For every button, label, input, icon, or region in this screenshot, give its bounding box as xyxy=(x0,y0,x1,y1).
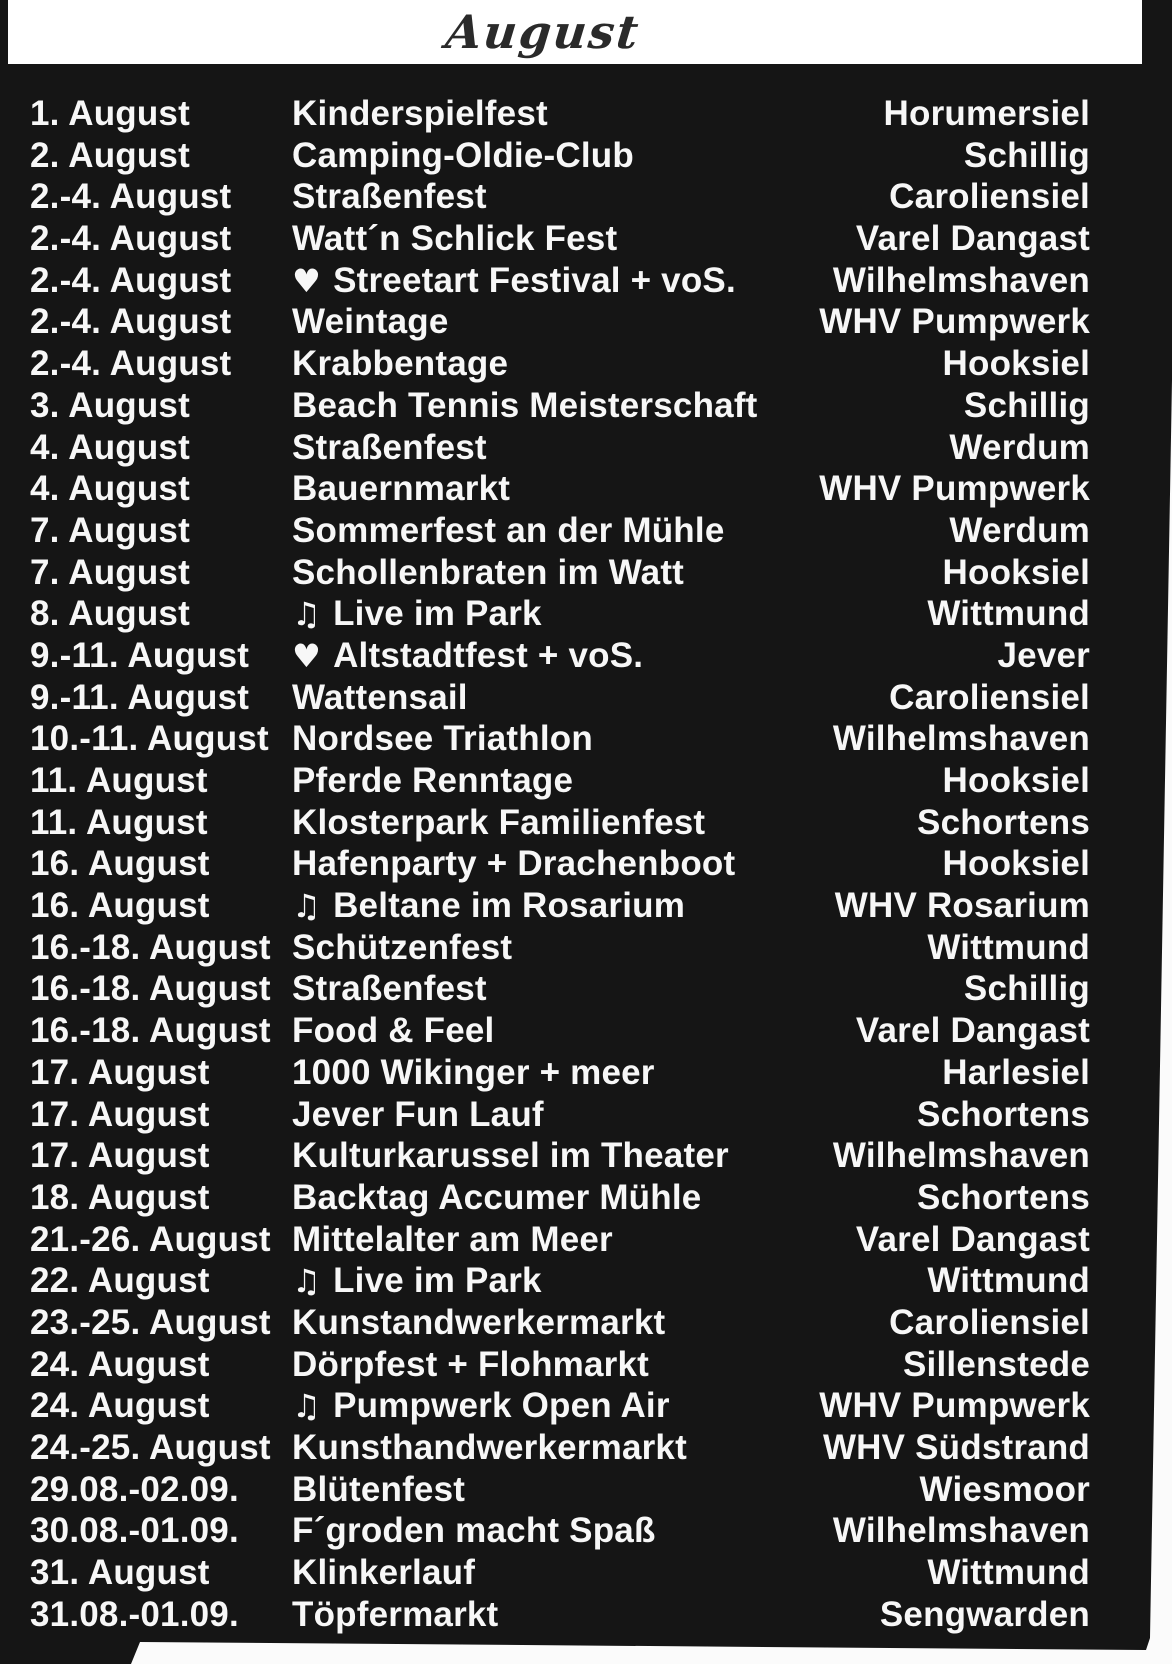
event-location: Wilhelmshaven xyxy=(832,1136,1090,1176)
event-date: 1. August xyxy=(30,94,190,133)
heart-icon: ♥ xyxy=(292,636,322,675)
event-name: Altstadtfest + voS. xyxy=(333,635,644,675)
event-name-cell xyxy=(292,260,821,303)
event-name: Sommerfest an der Mühle xyxy=(292,510,725,550)
event-name: Mittelalter am Meer xyxy=(292,1219,613,1259)
event-name-cell xyxy=(292,1344,891,1386)
event-row xyxy=(30,218,1090,260)
event-date: 18. August xyxy=(30,1177,210,1217)
event-location: WHV Pumpwerk xyxy=(819,469,1090,509)
event-location: WHV Rosarium xyxy=(834,886,1090,926)
event-date: 10.-11. August xyxy=(30,719,269,759)
event-row xyxy=(30,1302,1090,1344)
event-row xyxy=(30,1427,1090,1469)
event-location: Wittmund xyxy=(927,1553,1090,1593)
event-name: Krabbentage xyxy=(292,344,509,384)
event-row xyxy=(30,1552,1090,1594)
event-location: Werdum xyxy=(949,427,1090,467)
event-date: 17. August xyxy=(30,1136,210,1176)
event-name: Klinkerlauf xyxy=(292,1553,476,1593)
event-date: 2.-4. August xyxy=(30,177,232,217)
event-name: Dörpfest + Flohmarkt xyxy=(292,1344,649,1384)
heart-icon: ♥ xyxy=(292,261,322,300)
event-name-cell xyxy=(292,301,807,343)
event-location: Hooksiel xyxy=(942,844,1090,884)
event-location: Caroliensiel xyxy=(889,1302,1090,1342)
event-name: Kinderspielfest xyxy=(292,94,548,133)
event-name-cell xyxy=(292,802,905,844)
event-name-cell xyxy=(292,510,937,552)
event-date: 9.-11. August xyxy=(30,677,250,717)
event-date: 7. August xyxy=(30,552,190,592)
event-date: 2.-4. August xyxy=(30,219,232,259)
event-name: Bauernmarkt xyxy=(292,469,511,509)
event-name-cell xyxy=(292,968,952,1010)
event-row xyxy=(30,93,1090,135)
event-name: Kunsthandwerkermarkt xyxy=(292,1428,687,1467)
event-name-cell xyxy=(292,1385,807,1428)
event-row xyxy=(30,718,1090,760)
event-location: Sillenstede xyxy=(903,1344,1090,1384)
event-date: 16.-18. August xyxy=(30,927,271,967)
event-name: Streetart Festival + voS. xyxy=(333,260,736,300)
event-date: 4. August xyxy=(30,469,190,509)
event-date: 17. August xyxy=(30,1094,210,1134)
event-location: Schillig xyxy=(963,969,1090,1009)
event-row xyxy=(30,135,1090,177)
event-name-cell xyxy=(292,718,821,760)
event-row xyxy=(30,1052,1090,1094)
event-date: 29.08.-02.09. xyxy=(30,1469,239,1509)
event-name: Straßenfest xyxy=(292,969,487,1009)
event-name: Straßenfest xyxy=(292,427,487,467)
event-name: Wattensail xyxy=(292,677,468,717)
event-name: Straßenfest xyxy=(292,177,487,217)
event-location: Wilhelmshaven xyxy=(832,719,1090,759)
event-name: Schützenfest xyxy=(292,927,513,967)
event-name: Blütenfest xyxy=(292,1469,466,1509)
event-date: 31.08.-01.09. xyxy=(30,1594,239,1634)
event-date: 22. August xyxy=(30,1261,210,1301)
event-name: Beltane im Rosarium xyxy=(333,886,686,926)
event-row xyxy=(30,927,1090,969)
event-row xyxy=(30,635,1090,677)
event-name: Watt´n Schlick Fest xyxy=(292,219,618,259)
event-location: Jever xyxy=(997,635,1090,675)
event-date: 30.08.-01.09. xyxy=(30,1511,239,1551)
event-name-cell xyxy=(292,593,915,636)
event-date: 24. August xyxy=(30,1386,210,1426)
event-row xyxy=(30,1469,1090,1511)
event-date: 8. August xyxy=(30,594,190,634)
event-location: Wittmund xyxy=(927,1261,1090,1301)
event-name-cell xyxy=(292,1260,915,1303)
event-date: 16. August xyxy=(30,886,210,926)
event-location: Schortens xyxy=(917,1177,1090,1217)
event-name-cell xyxy=(292,343,931,385)
event-location: Caroliensiel xyxy=(889,177,1090,217)
event-row xyxy=(30,427,1090,469)
event-location: Hooksiel xyxy=(942,761,1090,800)
event-name-cell xyxy=(292,385,952,427)
event-row xyxy=(30,510,1090,552)
event-name-cell xyxy=(292,1302,877,1344)
event-date: 11. August xyxy=(30,761,208,800)
event-location: Schortens xyxy=(917,1094,1090,1134)
event-name: Live im Park xyxy=(333,594,542,634)
event-location: Schillig xyxy=(963,385,1090,425)
month-header xyxy=(8,0,1142,64)
event-date: 24.-25. August xyxy=(30,1428,271,1467)
event-date: 23.-25. August xyxy=(30,1302,271,1342)
event-location: WHV Pumpwerk xyxy=(819,1386,1090,1426)
event-name: Pumpwerk Open Air xyxy=(333,1386,670,1426)
event-list xyxy=(30,93,1090,1635)
event-name: Töpfermarkt xyxy=(292,1594,499,1634)
event-name: Camping-Oldie-Club xyxy=(292,135,634,175)
event-name: Live im Park xyxy=(333,1261,542,1301)
event-name: Beach Tennis Meisterschaft xyxy=(292,385,758,425)
event-date: 3. August xyxy=(30,385,190,425)
event-location: Wilhelmshaven xyxy=(832,1511,1090,1551)
event-date: 7. August xyxy=(30,510,190,550)
event-date: 4. August xyxy=(30,427,190,467)
event-row xyxy=(30,802,1090,844)
event-row xyxy=(30,468,1090,510)
event-name-cell xyxy=(292,1052,930,1094)
event-location: WHV Südstrand xyxy=(822,1428,1090,1467)
event-row xyxy=(30,1135,1090,1177)
event-name: Backtag Accumer Mühle xyxy=(292,1177,702,1217)
event-row xyxy=(30,1344,1090,1386)
event-location: Wilhelmshaven xyxy=(832,260,1090,300)
event-row xyxy=(30,1010,1090,1052)
event-row xyxy=(30,1385,1090,1427)
event-name-cell xyxy=(292,1010,844,1052)
event-location: Varel Dangast xyxy=(855,1011,1090,1051)
event-name: Food & Feel xyxy=(292,1011,495,1051)
event-name: Jever Fun Lauf xyxy=(292,1094,544,1134)
event-row xyxy=(30,1510,1090,1552)
event-name-cell xyxy=(292,760,931,802)
event-location: Wiesmoor xyxy=(919,1469,1090,1509)
event-name: F´groden macht Spaß xyxy=(292,1511,656,1551)
event-location: Werdum xyxy=(949,510,1090,550)
event-name-cell xyxy=(292,1510,821,1552)
event-row xyxy=(30,885,1090,927)
event-row xyxy=(30,968,1090,1010)
event-name: 1000 Wikinger + meer xyxy=(292,1052,655,1092)
event-row xyxy=(30,843,1090,885)
event-name-cell xyxy=(292,1135,821,1177)
event-name: Kulturkarussel im Theater xyxy=(292,1136,729,1176)
event-location: WHV Pumpwerk xyxy=(819,302,1090,342)
event-name-cell xyxy=(292,176,877,218)
event-row xyxy=(30,1177,1090,1219)
event-name-cell xyxy=(292,468,807,510)
event-location: Hooksiel xyxy=(942,552,1090,592)
event-location: Schillig xyxy=(963,135,1090,175)
music-note-icon: ♫ xyxy=(292,1387,322,1426)
event-name: Pferde Renntage xyxy=(292,761,574,800)
event-name-cell xyxy=(292,93,872,135)
event-location: Horumersiel xyxy=(883,94,1090,133)
event-name-cell xyxy=(292,1552,915,1594)
event-row xyxy=(30,1594,1090,1636)
event-name-cell xyxy=(292,552,931,594)
event-name-cell xyxy=(292,427,937,469)
event-date: 31. August xyxy=(30,1553,210,1593)
event-date: 16.-18. August xyxy=(30,969,271,1009)
event-date: 17. August xyxy=(30,1052,210,1092)
event-name-cell xyxy=(292,635,986,678)
event-name: Nordsee Triathlon xyxy=(292,719,593,759)
event-date: 9.-11. August xyxy=(30,635,250,675)
music-note-icon: ♫ xyxy=(292,1262,322,1301)
event-row xyxy=(30,1260,1090,1302)
month-title: August xyxy=(443,5,643,59)
event-row xyxy=(30,1219,1090,1261)
event-name-cell xyxy=(292,1469,908,1511)
event-name-cell xyxy=(292,677,877,719)
event-name-cell xyxy=(292,218,844,260)
event-location: Hooksiel xyxy=(942,344,1090,384)
event-name: Schollenbraten im Watt xyxy=(292,552,685,592)
event-location: Harlesiel xyxy=(942,1052,1090,1092)
event-date: 2. August xyxy=(30,135,190,175)
event-location: Varel Dangast xyxy=(855,219,1090,259)
music-note-icon: ♫ xyxy=(292,595,322,634)
event-date: 24. August xyxy=(30,1344,210,1384)
event-location: Varel Dangast xyxy=(855,1219,1090,1259)
event-name: Kunstandwerkermarkt xyxy=(292,1302,666,1342)
event-location: Wittmund xyxy=(927,594,1090,634)
event-date: 16. August xyxy=(30,844,210,884)
event-date: 11. August xyxy=(30,802,208,842)
event-row xyxy=(30,260,1090,302)
event-location: Schortens xyxy=(917,802,1090,842)
event-row xyxy=(30,301,1090,343)
event-name-cell xyxy=(292,927,915,969)
event-name-cell xyxy=(292,135,952,177)
event-row xyxy=(30,760,1090,802)
event-row xyxy=(30,176,1090,218)
event-name-cell xyxy=(292,1427,811,1469)
event-name: Weintage xyxy=(292,302,449,342)
event-row xyxy=(30,677,1090,719)
event-location: Sengwarden xyxy=(879,1594,1090,1634)
event-name-cell xyxy=(292,885,823,928)
event-name-cell xyxy=(292,1219,844,1261)
event-row xyxy=(30,552,1090,594)
event-name-cell xyxy=(292,843,931,885)
event-name-cell xyxy=(292,1094,905,1136)
event-row xyxy=(30,343,1090,385)
event-date: 21.-26. August xyxy=(30,1219,271,1259)
event-row xyxy=(30,593,1090,635)
event-location: Caroliensiel xyxy=(889,677,1090,717)
event-date: 16.-18. August xyxy=(30,1011,271,1051)
event-name: Klosterpark Familienfest xyxy=(292,802,706,842)
music-note-icon: ♫ xyxy=(292,887,322,926)
event-name: Hafenparty + Drachenboot xyxy=(292,844,736,884)
event-name-cell xyxy=(292,1594,868,1636)
event-date: 2.-4. August xyxy=(30,344,232,384)
event-row xyxy=(30,385,1090,427)
event-location: Wittmund xyxy=(927,927,1090,967)
event-row xyxy=(30,1094,1090,1136)
event-name-cell xyxy=(292,1177,905,1219)
event-date: 2.-4. August xyxy=(30,260,232,300)
event-date: 2.-4. August xyxy=(30,302,232,342)
